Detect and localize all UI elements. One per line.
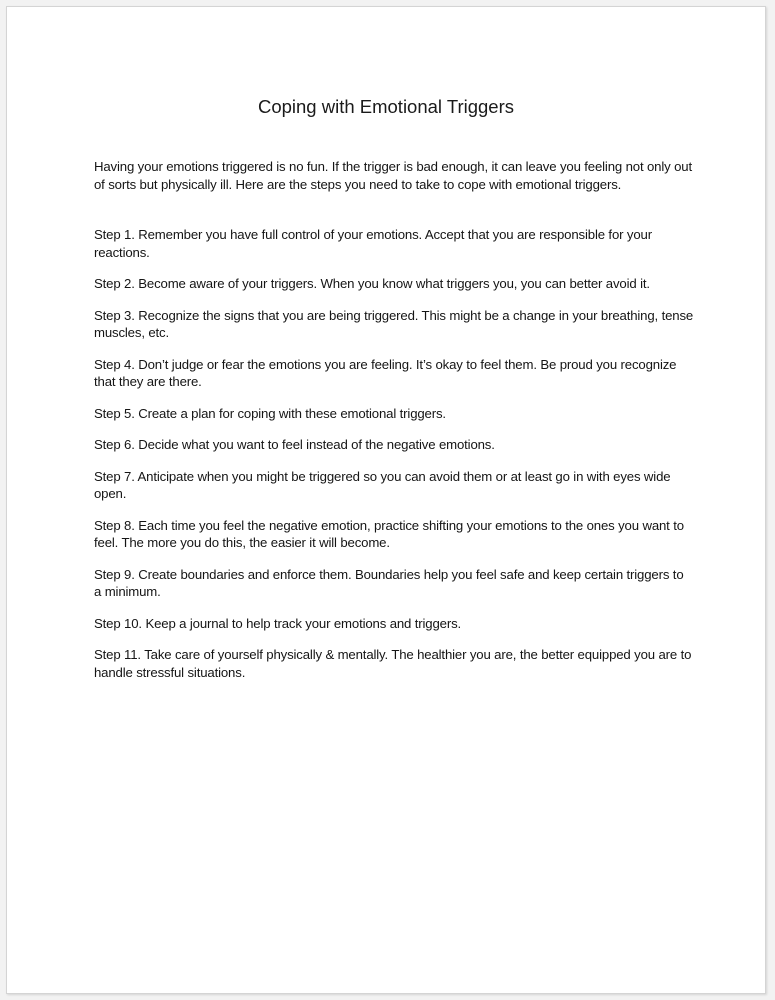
document-page [6,6,766,994]
step-2: Step 2. Become aware of your triggers. When you know what triggers you, you can better avoid it. [94,276,650,291]
step-8: Step 8. Each time you feel the negative emotion, practice shifting your emotions to the ones you want to feel. The more you do this, the easier it will become. [94,517,684,550]
document-body [94,158,694,695]
step-3: Step 3. Recognize the signs that you are being triggered. This might be a change in your breathing, tense muscles, etc. [94,307,694,340]
step-1: Step 1. Remember you have full control of your emotions. Accept that you are responsible for your reactions. [94,227,652,260]
step-9: Step 9. Create boundaries and enforce them. Boundaries help you feel safe and keep certain triggers to a minimum. [94,566,684,599]
step-5: Step 5. Create a plan for coping with these emotional triggers. [94,405,446,421]
intro-paragraph: Having your emotions triggered is no fun. If the trigger is bad enough, it can leave you feeling not only out of sorts but physically ill. Here are the steps you need to take to cope with emotional triggers. [94,159,692,192]
step-10: Step 10. Keep a journal to help track your emotions and triggers. [94,615,462,631]
step-7: Step 7. Anticipate when you might be triggered so you can avoid them or at least go in with eyes wide open. [94,468,671,501]
step-4: Step 4. Don’t judge or fear the emotions you are feeling. It’s okay to feel them. Be proud you recognize that they are there. [94,356,677,389]
document-title: Coping with Emotional Triggers [257,96,515,117]
step-11: Step 11. Take care of yourself physically & mentally. The healthier you are, the better equipped you are to handle stressful situations. [94,647,692,680]
step-6: Step 6. Decide what you want to feel instead of the negative emotions. [94,437,495,452]
